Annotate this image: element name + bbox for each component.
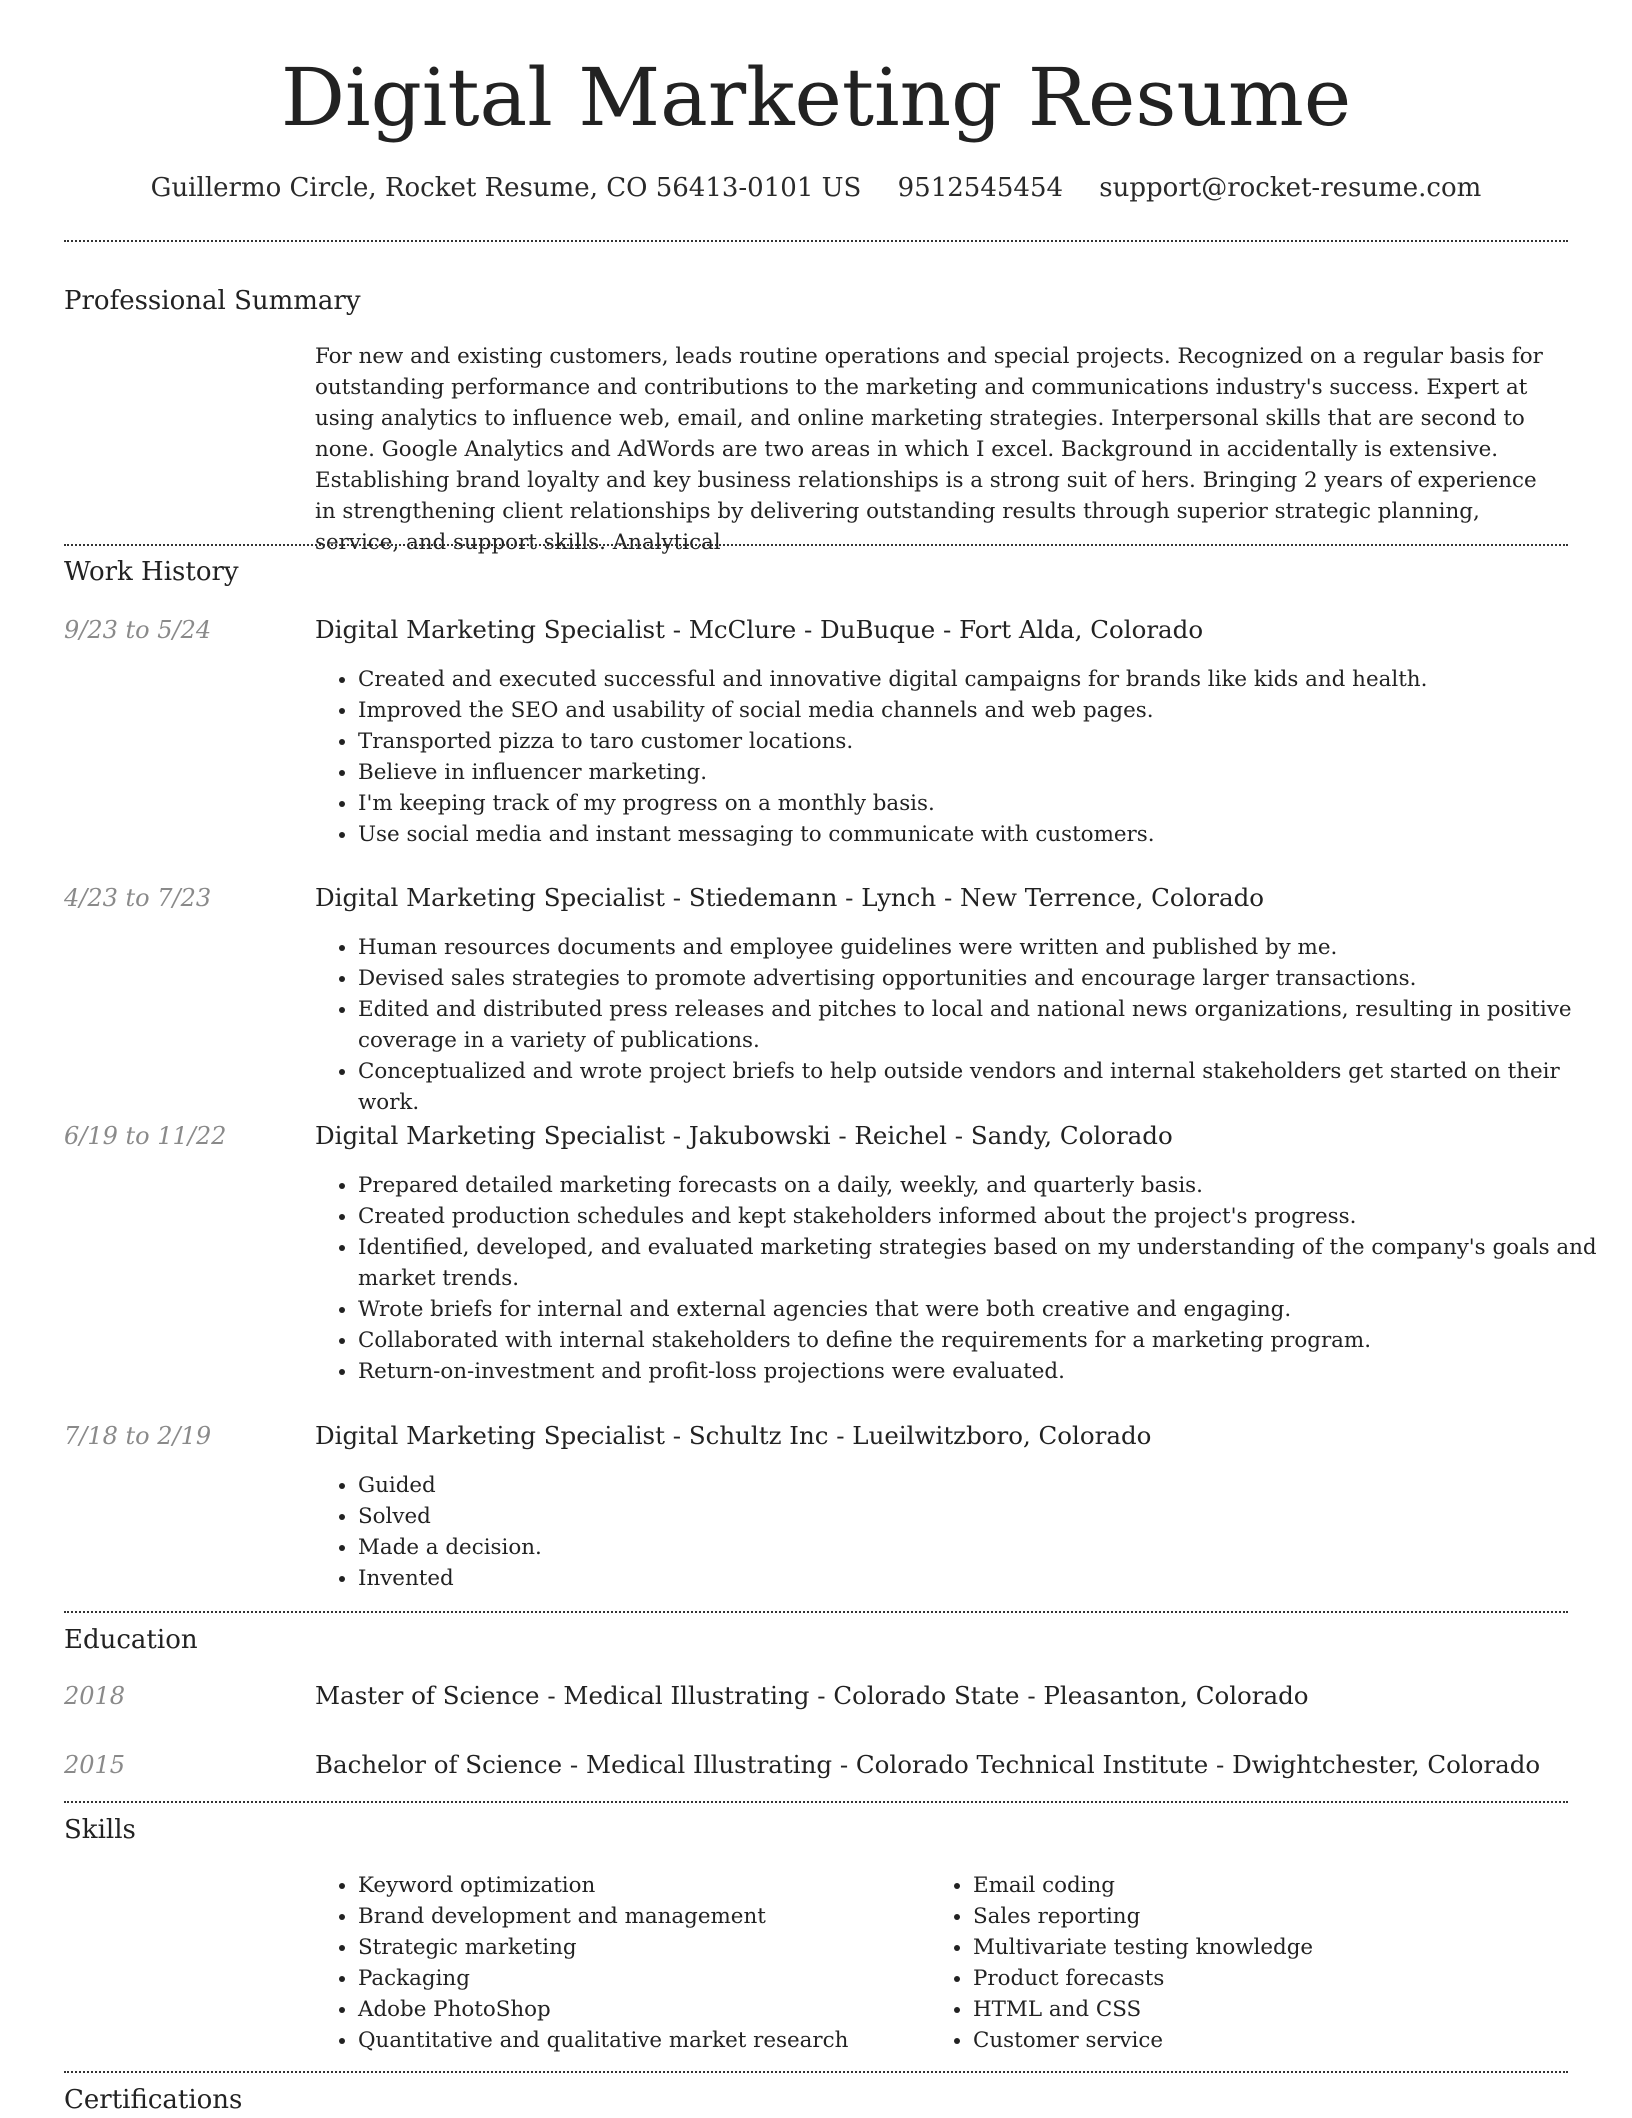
skill-item: • Email coding <box>973 1870 1553 1901</box>
education-heading: Education <box>64 1625 198 1655</box>
skill-item: • Adobe PhotoShop <box>358 1994 938 2025</box>
skills-heading: Skills <box>64 1815 136 1845</box>
skill-item: • Product forecasts <box>973 1963 1553 1994</box>
job-bullet: • Improved the SEO and usability of social media channels and web pages. <box>358 695 1608 726</box>
skill-item: • Strategic marketing <box>358 1932 938 1963</box>
contact-line <box>0 168 1632 208</box>
skill-item: • Multivariate testing knowledge <box>973 1932 1553 1963</box>
job-bullet: • Edited and distributed press releases and pitches to local and national news organizations, resulting in positive coverage in a variety of publications. <box>358 994 1608 1056</box>
job-bullet: • Created production schedules and kept stakeholders informed about the project's progress. <box>358 1201 1608 1232</box>
skill-item: • Sales reporting <box>973 1901 1553 1932</box>
job-bullet: • Use social media and instant messaging to communicate with customers. <box>358 819 1608 850</box>
skill-item: • Keyword optimization <box>358 1870 938 1901</box>
job-bullet: • I'm keeping track of my progress on a monthly basis. <box>358 788 1608 819</box>
job-title: Digital Marketing Specialist - Schultz Inc - Lueilwitzboro, Colorado <box>315 1421 1152 1450</box>
job-bullet: • Collaborated with internal stakeholders to define the requirements for a marketing program. <box>358 1325 1608 1356</box>
contact-phone: 9512545454 <box>897 173 1064 203</box>
job-bullets <box>315 1470 1608 1594</box>
contact-email: support@rocket-resume.com <box>1099 173 1482 203</box>
job-title: Digital Marketing Specialist - Jakubowski - Reichel - Sandy, Colorado <box>315 1121 1173 1150</box>
skill-item: • Quantitative and qualitative market research <box>358 2025 938 2056</box>
skill-item: • Packaging <box>358 1963 938 1994</box>
job-bullet: • Guided <box>358 1470 1608 1501</box>
education-degree: Master of Science - Medical Illustrating - Colorado State - Pleasanton, Colorado <box>315 1681 1309 1710</box>
job-bullet: • Return-on-investment and profit-loss projections were evaluated. <box>358 1356 1608 1387</box>
section-divider <box>64 240 1568 242</box>
job-bullet: • Human resources documents and employee guidelines were written and published by me. <box>358 932 1608 963</box>
job-bullet: • Identified, developed, and evaluated marketing strategies based on my understanding of the company's goals and market trends. <box>358 1232 1608 1294</box>
job-bullet: • Devised sales strategies to promote advertising opportunities and encourage larger transactions. <box>358 963 1608 994</box>
summary-text: For new and existing customers, leads routine operations and special projects. Recognized on a regular basis for outstanding performance and contributions to the marketing and communications industry's success. Expert at using analytics to influence web, email, and online marketing strategies. Interpersonal skills that are second to none. Google Analytics and AdWords are two areas in which I excel. Background in accidentally is extensive. Establishing brand loyalty and key business relationships is a strong suit of hers. Bringing 2 years of experience in strengthening client relationships by delivering outstanding results through superior strategic planning, service, and support skills. Analytical <box>315 344 1543 555</box>
education-year: 2018 <box>64 1682 126 1710</box>
section-divider <box>64 1611 1568 1613</box>
job-bullet: • Created and executed successful and innovative digital campaigns for brands like kids and health. <box>358 664 1608 695</box>
education-year: 2015 <box>64 1751 126 1779</box>
job-bullet: • Prepared detailed marketing forecasts on a daily, weekly, and quarterly basis. <box>358 1170 1608 1201</box>
job-dates: 7/18 to 2/19 <box>64 1422 212 1450</box>
contact-address: Guillermo Circle, Rocket Resume, CO 56413-0101 US <box>150 173 862 203</box>
job-title: Digital Marketing Specialist - Stiedemann - Lynch - New Terrence, Colorado <box>315 883 1265 912</box>
job-bullet: • Transported pizza to taro customer locations. <box>358 726 1608 757</box>
job-dates: 6/19 to 11/22 <box>64 1122 227 1150</box>
resume-title: Digital Marketing Resume <box>280 51 1352 144</box>
certifications-heading: Certifications <box>64 2085 243 2115</box>
job-bullet: • Wrote briefs for internal and external agencies that were both creative and engaging. <box>358 1294 1608 1325</box>
job-dates: 9/23 to 5/24 <box>64 616 212 644</box>
skills-list-right <box>930 1870 1553 2056</box>
skills-list-left <box>315 1870 938 2056</box>
skill-item: • Customer service <box>973 2025 1553 2056</box>
job-title: Digital Marketing Specialist - McClure - DuBuque - Fort Alda, Colorado <box>315 615 1204 644</box>
job-bullet: • Solved <box>358 1501 1608 1532</box>
job-bullet: • Believe in influencer marketing. <box>358 757 1608 788</box>
job-dates: 4/23 to 7/23 <box>64 884 212 912</box>
job-bullet: • Conceptualized and wrote project briefs to help outside vendors and internal stakeholders get started on their work. <box>358 1056 1608 1118</box>
job-bullet: • Made a decision. <box>358 1532 1608 1563</box>
education-degree: Bachelor of Science - Medical Illustrating - Colorado Technical Institute - Dwightchester, Colorado <box>315 1750 1541 1779</box>
skill-item: • HTML and CSS <box>973 1994 1553 2025</box>
skill-item: • Brand development and management <box>358 1901 938 1932</box>
section-divider <box>64 544 1568 546</box>
job-bullets <box>315 664 1608 850</box>
summary-heading: Professional Summary <box>64 286 361 316</box>
section-divider <box>64 2071 1568 2073</box>
section-divider <box>64 1801 1568 1803</box>
job-bullets <box>315 932 1608 1118</box>
job-bullets <box>315 1170 1608 1387</box>
job-bullet: • Invented <box>358 1563 1608 1594</box>
work-history-heading: Work History <box>64 557 239 587</box>
